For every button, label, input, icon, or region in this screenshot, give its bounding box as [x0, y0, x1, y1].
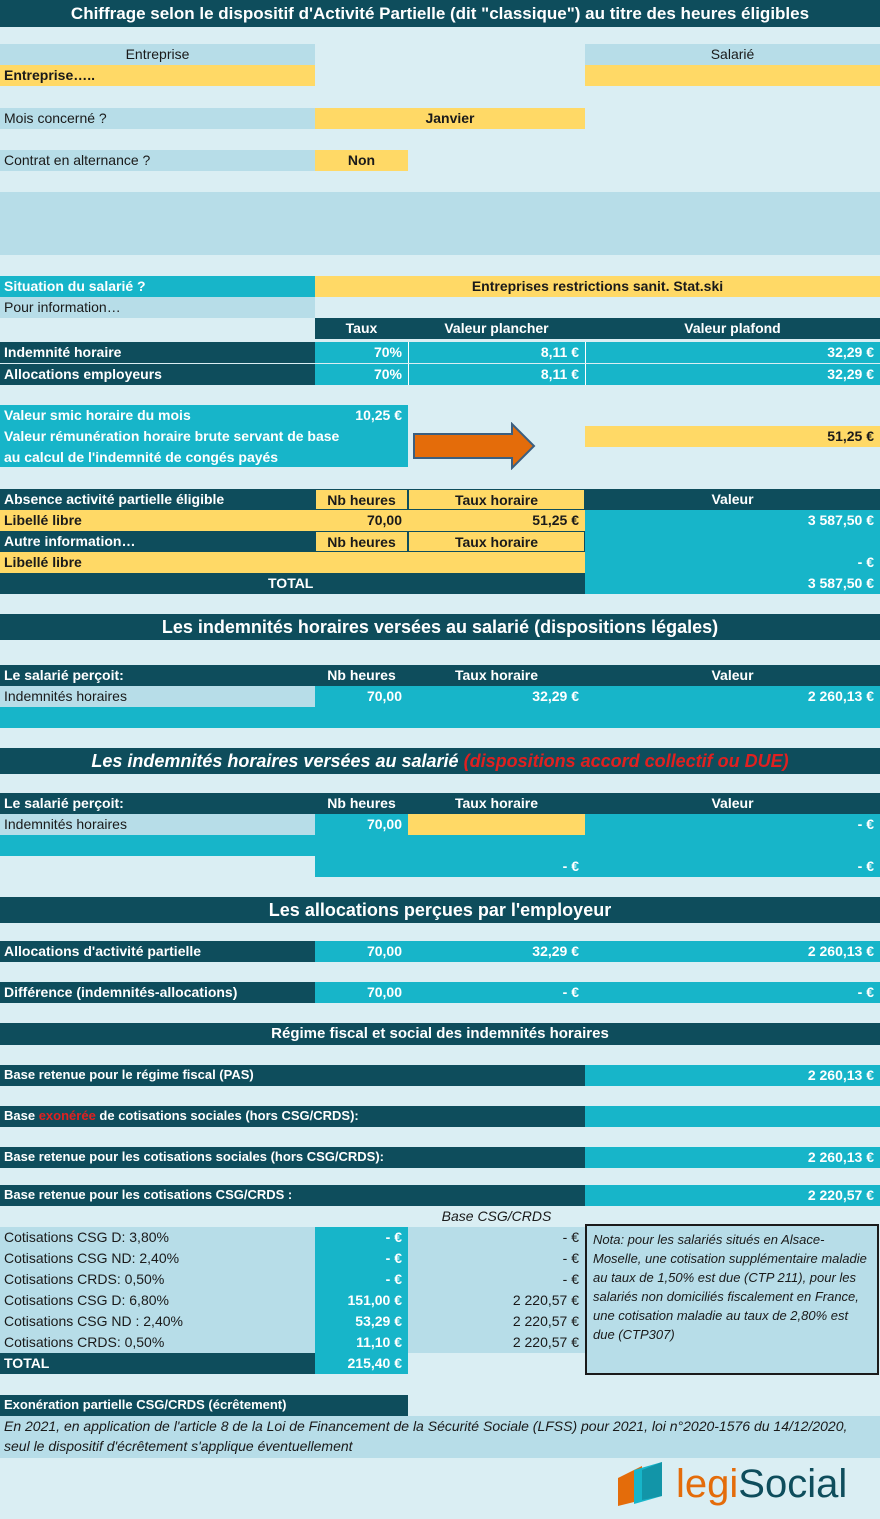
cotis-row-base: - €: [408, 1269, 585, 1290]
info-label: Pour information…: [0, 297, 315, 318]
salarie-input[interactable]: [585, 65, 880, 86]
legal-spacer-row: [0, 707, 880, 728]
legal-col-heures: Nb heures: [315, 665, 408, 686]
accord-taux-input[interactable]: [408, 814, 585, 835]
legal-row-label: Indemnités horaires: [0, 686, 315, 707]
row-allocations-taux: 70%: [315, 364, 408, 385]
absence-col-valeur: Valeur: [585, 489, 880, 510]
col-plafond: Valeur plafond: [585, 318, 880, 339]
absence-row1-heures[interactable]: 70,00: [315, 510, 408, 531]
regime-heading: Régime fiscal et social des indemnités horaires: [0, 1023, 880, 1045]
accord-col-taux: Taux horaire: [408, 793, 585, 814]
accord-row-label: Indemnités horaires: [0, 814, 315, 835]
alloc-row2-taux: - €: [408, 982, 585, 1003]
absence-total-value: 3 587,50 €: [585, 573, 880, 594]
accord-sub-valeur: - €: [857, 858, 874, 874]
legal-col-valeur: Valeur: [585, 665, 880, 686]
accord-col-heures: Nb heures: [315, 793, 408, 814]
row-allocations-plancher: 8,11 €: [408, 364, 585, 385]
alloc-row1-label: Allocations d'activité partielle: [0, 941, 315, 962]
base-csg-header: Base CSG/CRDS: [441, 1208, 552, 1224]
absence-col-heures: Nb heures: [315, 489, 408, 510]
cotis-total-value: 215,40 €: [315, 1353, 408, 1374]
legal-row-valeur: 2 260,13 €: [585, 686, 880, 707]
absence-row1-taux[interactable]: 51,25 €: [408, 510, 585, 531]
page-title: Chiffrage selon le dispositif d'Activité Partielle (dit "classique") au titre des heures éligibles: [0, 0, 880, 27]
exo-red: exonérée: [38, 1108, 96, 1123]
remun-label-1: Valeur rémunération horaire brute servant de base: [4, 428, 340, 444]
row-indemnite-label: Indemnité horaire: [0, 342, 315, 363]
pas-value: 2 260,13 €: [585, 1065, 880, 1086]
remun-label-2: au calcul de l'indemnité de congés payés: [4, 449, 279, 465]
cotis-row-value: 53,29 €: [315, 1311, 408, 1332]
nota-box: Nota: pour les salariés situés en Alsace-Moselle, une cotisation supplémentaire maladie au taux de 1,50% est due (CTP 211), pour les salariés non domiciliés fiscalement en France, une cotisation maladie au taux de 2,80% est due (CTP307): [585, 1224, 879, 1375]
absence-total-label: TOTAL: [0, 573, 585, 594]
cotis-row-value: 151,00 €: [315, 1290, 408, 1311]
legisocial-logo-text: [676, 1458, 847, 1510]
alternance-label: Contrat en alternance ?: [0, 150, 315, 171]
col-taux: Taux: [315, 318, 408, 339]
cotis-base-value: 2 260,13 €: [585, 1147, 880, 1168]
accord-heading: [0, 748, 880, 774]
alloc-row1-valeur: 2 260,13 €: [585, 941, 880, 962]
cotis-row-value: - €: [315, 1269, 408, 1290]
exo-value: [585, 1106, 880, 1127]
accord-row-valeur: - €: [585, 814, 880, 835]
legisocial-logo-mark: [612, 1460, 672, 1508]
legal-percoit: Le salarié perçoit:: [0, 665, 315, 686]
exo-suffix: de cotisations sociales (hors CSG/CRDS):: [95, 1108, 359, 1123]
exo-label: [0, 1106, 585, 1127]
row-indemnite-plafond: 32,29 €: [585, 342, 880, 363]
cotis-row-label: Cotisations CRDS: 0,50%: [0, 1269, 315, 1290]
entreprise-input[interactable]: Entreprise…..: [0, 65, 315, 86]
legal-row-heures: 70,00: [315, 686, 408, 707]
situation-label: Situation du salarié ?: [0, 276, 315, 297]
alloc-row1-heures: 70,00: [315, 941, 408, 962]
absence-row1-label[interactable]: Libellé libre: [0, 510, 315, 531]
csg-base-label: Base retenue pour les cotisations CSG/CRDS :: [0, 1185, 585, 1206]
cotis-row-value: - €: [315, 1248, 408, 1269]
legal-heading: Les indemnités horaires versées au salarié (dispositions légales): [0, 614, 880, 640]
other-info-label: Autre information…: [0, 531, 315, 552]
cotis-row-base: 2 220,57 €: [408, 1311, 585, 1332]
salarie-header: Salarié: [585, 44, 880, 65]
alloc-row2-label: Différence (indemnités-allocations): [0, 982, 315, 1003]
alloc-row2-heures: 70,00: [315, 982, 408, 1003]
logo-social: Social: [738, 1462, 848, 1506]
logo-legi: legi: [676, 1462, 739, 1506]
col-plancher: Valeur plancher: [408, 318, 585, 339]
accord-heading-main: Les indemnités horaires versées au salarié: [91, 751, 459, 771]
legal-row-taux: 32,29 €: [408, 686, 585, 707]
arrow-right-icon: [412, 422, 538, 470]
exoneration-label: Exonération partielle CSG/CRDS (écrêtement): [0, 1395, 408, 1416]
mois-select[interactable]: Janvier: [315, 108, 585, 129]
mois-label: Mois concerné ?: [0, 108, 315, 129]
smic-label: Valeur smic horaire du mois: [4, 407, 191, 423]
cotis-row-value: - €: [315, 1227, 408, 1248]
cotis-total-label: TOTAL: [0, 1353, 315, 1374]
absence-header-label: Absence activité partielle éligible: [0, 489, 315, 510]
accord-spacer-row: [0, 835, 880, 856]
csg-base-value: 2 220,57 €: [585, 1185, 880, 1206]
alloc-row2-valeur: - €: [585, 982, 880, 1003]
smic-value: 10,25 €: [355, 407, 402, 423]
accord-percoit: Le salarié perçoit:: [0, 793, 315, 814]
cotis-base-label: Base retenue pour les cotisations sociales (hors CSG/CRDS):: [0, 1147, 585, 1168]
accord-col-valeur: Valeur: [585, 793, 880, 814]
cotis-row-base: - €: [408, 1248, 585, 1269]
absence-row2-valeur: - €: [585, 552, 880, 573]
accord-heading-red: (dispositions accord collectif ou DUE): [463, 751, 789, 771]
blank-band: [0, 192, 880, 255]
accord-row-heures: 70,00: [315, 814, 408, 835]
exo-prefix: Base: [4, 1108, 39, 1123]
cotis-row-label: Cotisations CSG ND : 2,40%: [0, 1311, 315, 1332]
row-indemnite-taux: 70%: [315, 342, 408, 363]
alternance-select[interactable]: Non: [315, 150, 408, 171]
remun-value: 51,25 €: [585, 426, 880, 447]
allocations-heading: Les allocations perçues par l'employeur: [0, 897, 880, 923]
row-allocations-plafond: 32,29 €: [585, 364, 880, 385]
legal-col-taux: Taux horaire: [408, 665, 585, 686]
absence-col-taux: Taux horaire: [408, 489, 585, 510]
absence-row2-label[interactable]: Libellé libre: [0, 552, 315, 573]
cotis-row-label: Cotisations CSG D: 3,80%: [0, 1227, 315, 1248]
cotis-row-value: 11,10 €: [315, 1332, 408, 1353]
other-col-heures: Nb heures: [315, 531, 408, 552]
legisocial-logo: [612, 1458, 872, 1510]
situation-select[interactable]: Entreprises restrictions sanit. Stat.ski: [315, 276, 880, 297]
cotis-row-label: Cotisations CRDS: 0,50%: [0, 1332, 315, 1353]
pas-label: Base retenue pour le régime fiscal (PAS): [0, 1065, 585, 1086]
accord-sub-taux: - €: [562, 858, 579, 874]
exoneration-text: En 2021, en application de l'article 8 de la Loi de Financement de la Sécurité Sociale (LFSS) pour 2021, loi n°2020-1576 du 14/12/2020, seul le dispositif d'écrêtement s'applique éventuellement: [0, 1416, 880, 1458]
cotis-row-base: 2 220,57 €: [408, 1332, 585, 1353]
row-indemnite-plancher: 8,11 €: [408, 342, 585, 363]
absence-row2-input[interactable]: [315, 552, 585, 573]
row-allocations-label: Allocations employeurs: [0, 364, 315, 385]
absence-row1-valeur: 3 587,50 €: [585, 510, 880, 531]
cotis-row-label: Cotisations CSG ND: 2,40%: [0, 1248, 315, 1269]
alloc-row1-taux: 32,29 €: [408, 941, 585, 962]
cotis-row-label: Cotisations CSG D: 6,80%: [0, 1290, 315, 1311]
cotis-row-base: 2 220,57 €: [408, 1290, 585, 1311]
other-col-taux: Taux horaire: [408, 531, 585, 552]
entreprise-header: Entreprise: [0, 44, 315, 65]
cotis-row-base: - €: [408, 1227, 585, 1248]
other-col-valeur: [585, 531, 880, 552]
